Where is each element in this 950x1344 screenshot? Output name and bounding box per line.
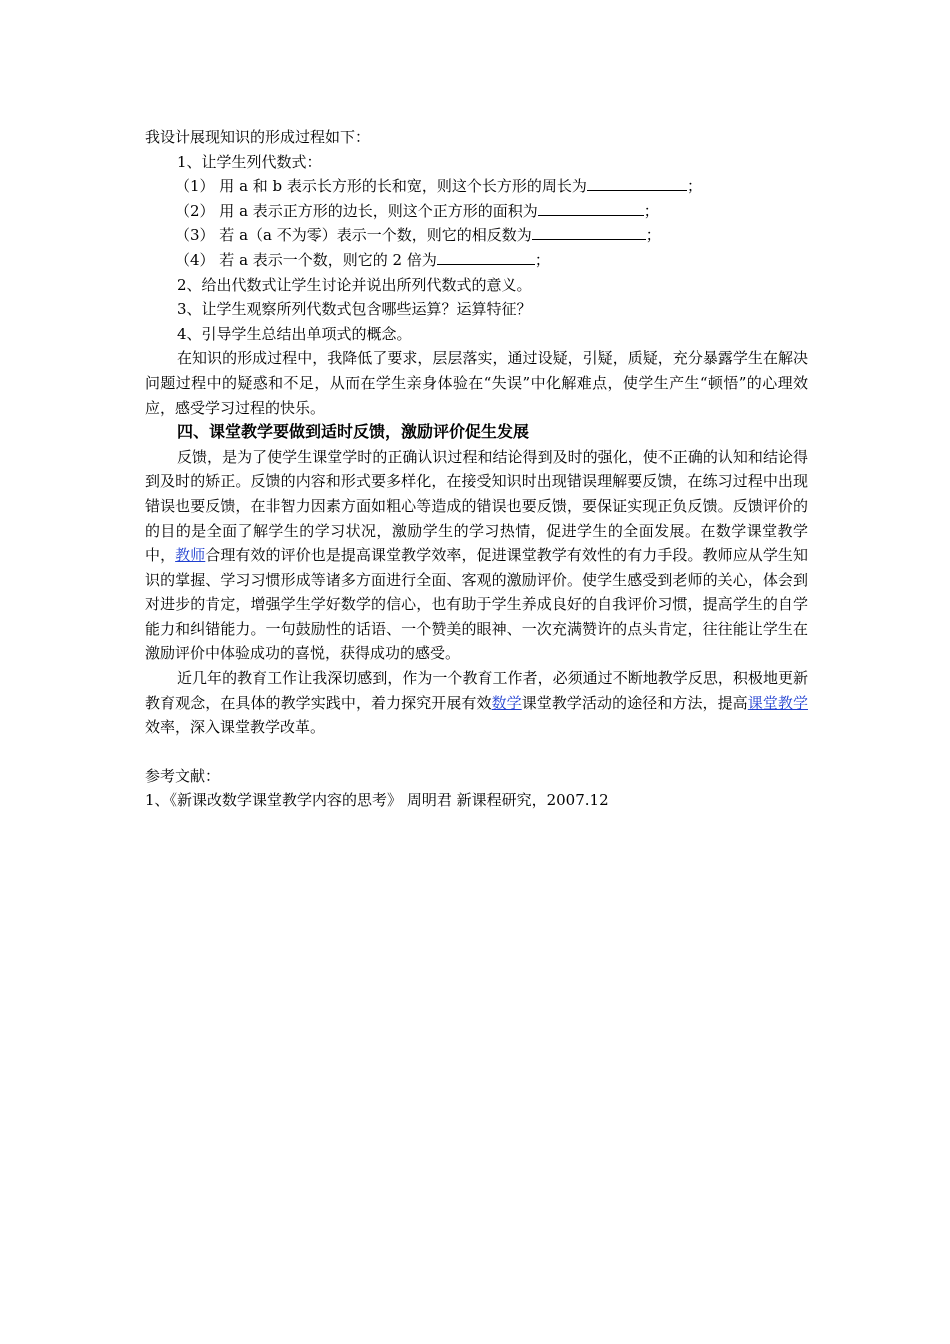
item-tail: ；	[534, 250, 550, 269]
step-4: 4、引导学生总结出单项式的概念。	[177, 324, 412, 343]
step-3: 3、让学生观察所列代数式包含哪些运算？运算特征？	[177, 300, 532, 319]
list-item	[145, 248, 808, 273]
paragraph-conclusion	[145, 666, 808, 740]
teacher-link[interactable]: 教师	[175, 546, 206, 565]
step-1: 1、让学生列代数式：	[177, 152, 322, 171]
section-heading: 四、课堂教学要做到适时反馈，激励评价促生发展	[177, 422, 530, 442]
math-link[interactable]: 数学	[491, 693, 522, 712]
classroom-teaching-link[interactable]: 课堂教学	[747, 693, 808, 712]
item-tail: ；	[643, 201, 659, 220]
paragraph-feedback	[145, 445, 808, 666]
text-run: 课堂教学活动的途径和方法，提高	[521, 693, 748, 712]
document-body	[145, 125, 808, 813]
text-run: 近几年的教育工作让我深切感到，作为一个教育工作者，必须通过不断地教学反思，积极地更新教育观念，在具体的教学实践中，着力探究开展有效	[145, 669, 808, 712]
item-text: （4） 若 a 表示一个数，则它的 2 倍为	[175, 250, 437, 269]
item-text: （1） 用 a 和 b 表示长方形的长和宽，则这个长方形的周长为	[175, 177, 587, 196]
reference-item: 1、《新课改数学课堂教学内容的思考》 周明君 新课程研究，2007.12	[145, 791, 609, 810]
text-run: 效率，深入课堂教学改革。	[145, 718, 326, 737]
paragraph-formation: 在知识的形成过程中，我降低了要求，层层落实，通过设疑，引疑，质疑，充分暴露学生在解决问题过程中的疑惑和不足，从而在学生亲身体验在“失误”中化解难点，使学生产生“顿悟”的心理效应，感受学习过程的快乐。	[145, 349, 808, 417]
item-text: （3） 若 a（a 不为零）表示一个数，则它的相反数为	[175, 226, 532, 245]
list-item	[145, 174, 808, 199]
answer-blank	[538, 200, 644, 216]
references-title: 参考文献：	[145, 766, 221, 785]
answer-blank	[587, 175, 687, 191]
spacer	[145, 740, 808, 764]
list-item	[145, 199, 808, 224]
item-tail: ；	[686, 177, 702, 196]
item-tail: ；	[645, 226, 661, 245]
item-text: （2） 用 a 表示正方形的边长，则这个正方形的面积为	[175, 201, 538, 220]
answer-blank	[437, 249, 535, 265]
text-run: 反馈，是为了使学生课堂学时的正确认识过程和结论得到及时的强化，使不正确的认知和结论得到及时的矫正。反馈的内容和形式要多样化，在接受知识时出现错误理解要反馈，在练习过程中出现错误也要反馈，在非智力因素方面如粗心等造成的错误也要反馈，要保证实现正负反馈。反馈评价的的目的是全面了解学生的学习状况，激励学生的学习热情，促进学生的全面发展。在数学课堂教学中，	[145, 447, 808, 565]
list-item	[145, 223, 808, 248]
answer-blank	[532, 224, 646, 240]
text-run: 合理有效的评价也是提高课堂教学效率，促进课堂教学有效性的有力手段。教师应从学生知识的掌握、学习习惯形成等诸多方面进行全面、客观的激励评价。使学生感受到老师的关心，体会到对进步的肯定，增强学生学好数学的信心，也有助于学生养成良好的自我评价习惯，提高学生的自学能力和纠错能力。一句鼓励性的话语、一个赞美的眼神、一次充满赞许的点头肯定，往往能让学生在激励评价中体验成功的喜悦，获得成功的感受。	[145, 546, 808, 663]
intro-line: 我设计展现知识的形成过程如下：	[145, 128, 371, 146]
step-2: 2、给出代数式让学生讨论并说出所列代数式的意义。	[177, 275, 532, 294]
